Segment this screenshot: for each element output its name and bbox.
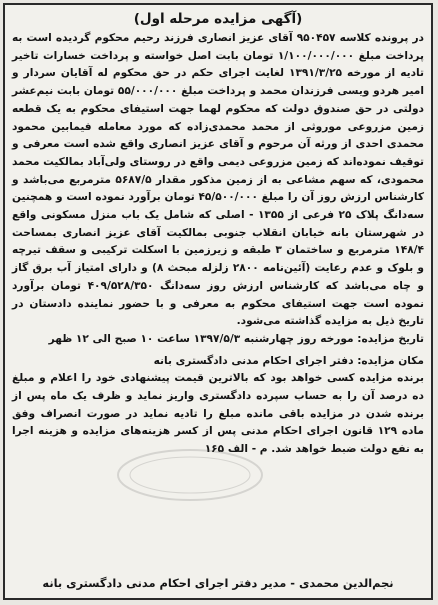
auction-notice [3, 3, 433, 600]
auction-place: مکان مزایده: دفتر اجرای احکام مدنی دادگستری بانه [153, 354, 424, 367]
notice-body: در پرونده کلاسه ۹۵۰۴۵۷ آقای عزیز انصاری فرزند رحیم محکوم گردیده است به پرداخت مبلغ ۱/۱۰۰/۰۰۰/۰۰۰ تومان بابت اصل خواسته و پرداخت خسارات تاخیر تادیه از مورخه ۱۳۹۱/۳/۲۵ لغایت اجرای حکم در حق محکوم له آقایان سردار و امیر هردو ویسی فرزندان محمد و پرداخت مبلغ ۵۵/۰۰۰/۰۰۰ تومان بابت نیم‌عشر دولتی در حق صندوق دولت که محکوم لهما جهت استیفای محکوم به یک قطعه زمین مزروعی موروثی از محمد محمدی‌زاده که مورد معامله فیمابین محمود محمدی احدی از ورثه آن مرحوم و آقای عزیز انصاری واقع شده است معرفی و توقیف نموده‌اند که زمین مزروعی دیمی واقع در روستای ولی‌آباد بمالکیت محمد محمودی، که سهم مشاعی به از زمین مذکور مقدار ۵۶۸۷/۵ مترمربع می‌باشد و کارشناس ارزش روز آن را مبلغ ۴۵/۵۰۰/۰۰۰ تومان برآورد نموده است و همچنین سه‌دانگ پلاک ۲۵ فرعی از ۱۳۵۵ - اصلی که شامل یک باب منزل مسکونی واقع در شهرستان بانه خیابان انقلاب جنوبی بمالکیت آقای عزیز انصاری بمساحت ۱۴۸/۴ مترمربع و ساختمان ۳ طبقه و زیرزمین با اسکلت ترکیبی و سقف تیرچه و بلوک و عدم رعایت (آئین‌نامه ۲۸۰۰ زلزله مبحث ۸) و دارای امتیاز آب برق گاز و چاه می‌باشد که کارشناس ارزش روز سه‌دانگ ۴۰۹/۵۲۸/۳۵۰ تومان برآورد نموده است جهت استیفای محکوم به معرفی و با حضور نماینده دادستان در تاریخ ذیل به مزایده گذاشته می‌شود. [12, 32, 425, 328]
auction-date: تاریخ مزایده: مورخه روز چهارشنبه ۱۳۹۷/۵/۳ ساعت ۱۰ صبح الی ۱۲ ظهر [48, 332, 424, 345]
signature-line: نجم‌الدین محمدی - مدیر دفتر اجرای احکام مدنی دادگستری بانه [42, 576, 394, 590]
notice-title: (آگهی مزایده مرحله اول) [133, 11, 303, 27]
auction-terms: برنده مزایده کسی خواهد بود که بالاترین قیمت پیشنهادی خود را اعلام و مبلغ ده درصد آن را به حساب سپرده دادگستری واریز نماید و ظرف یک ماه پس از برنده شدن در مزایده باقی مانده مبلغ را تادیه نماید در صورت انصراف وفق ماده ۱۲۹ قانون اجرای احکام مدنی پس از کسر هزینه‌های مزایده و هزینه اجرا به نفع دولت ضبط خواهد شد. م - الف ۱۶۵ [12, 372, 424, 456]
